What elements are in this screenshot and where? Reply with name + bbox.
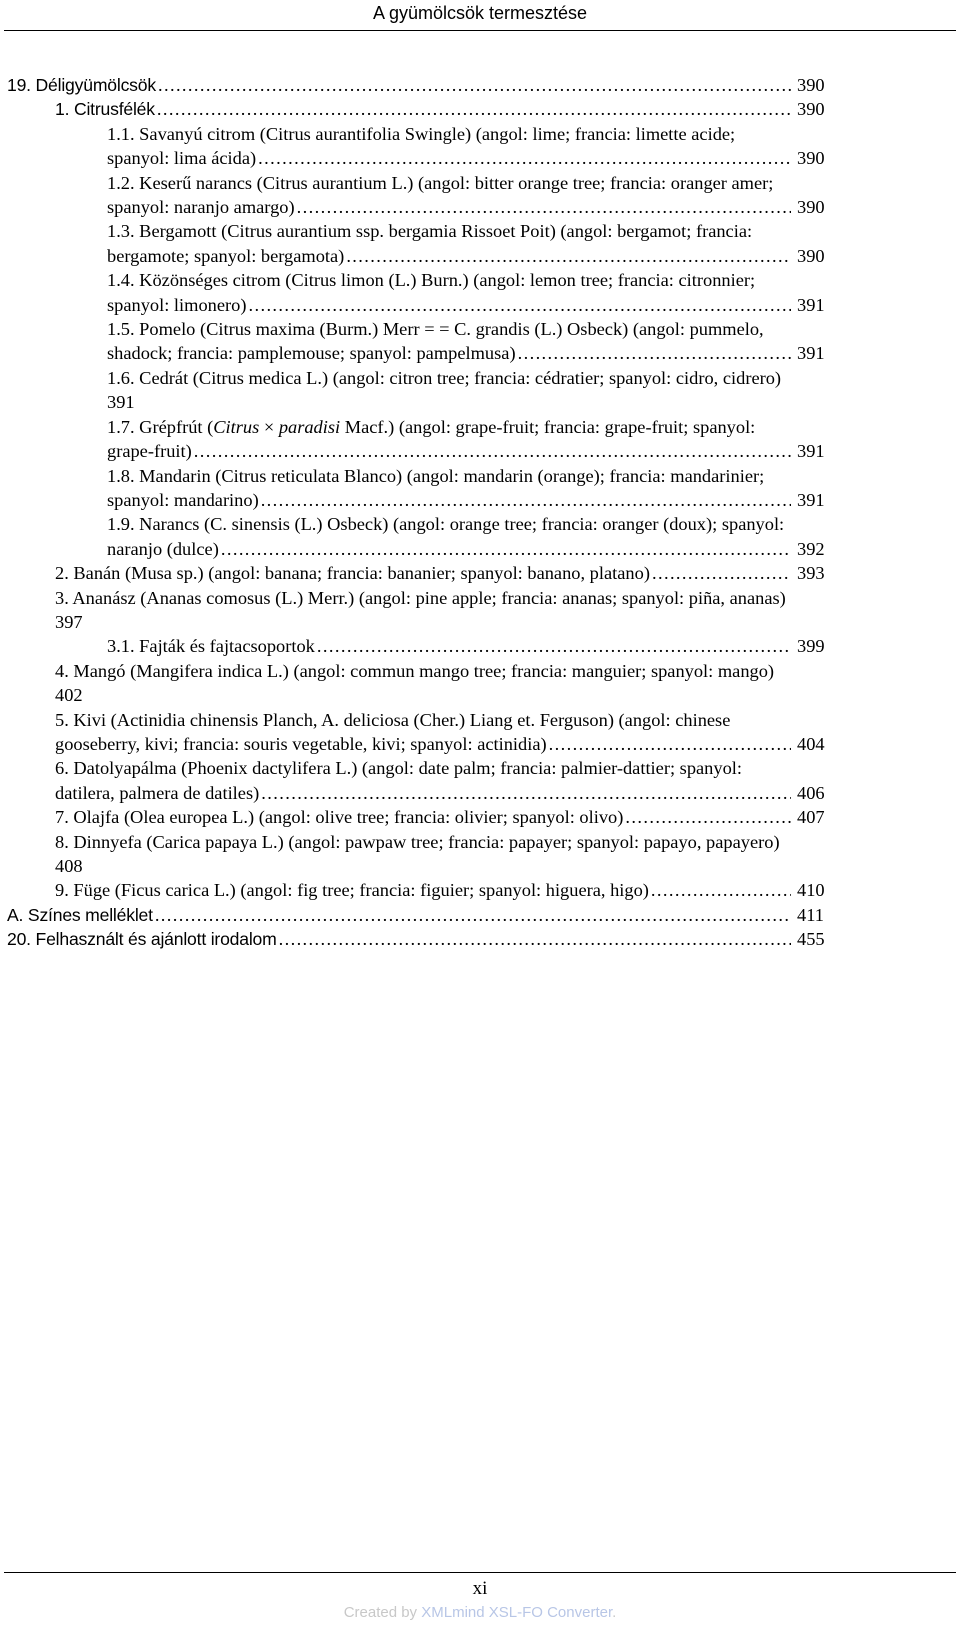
toc-entry-text[interactable]: 5. Kivi (Actinidia chinensis Planch, A. deliciosa (Cher.) Liang et. Ferguson) (angol: chinese	[55, 709, 731, 730]
dot-leader	[346, 244, 791, 268]
toc-entry-1-3[interactable]	[0, 219, 960, 268]
toc-page-number: 410	[797, 880, 825, 901]
converter-prefix: Created by	[343, 1604, 422, 1621]
toc-entry-text[interactable]: 1.3. Bergamott (Citrus aurantium ssp. bergamia Rissoet Poit) (angol: bergamot; francia:	[107, 221, 753, 242]
toc-entry-9[interactable]	[0, 878, 960, 902]
dot-leader	[518, 341, 791, 365]
toc-entry-text-continued[interactable]: grape-fruit)	[107, 441, 192, 462]
toc-entry-appendix-a[interactable]	[0, 903, 960, 927]
footer-rule	[4, 1572, 956, 1573]
toc-entry-text-continued[interactable]: spanyol: mandarino)	[107, 489, 259, 510]
toc-entry-text-continued[interactable]: gooseberry, kivi; francia: souris vegetable, kivi; spanyol: actinidia)	[55, 733, 547, 754]
running-header	[4, 0, 956, 32]
dot-leader	[261, 488, 791, 512]
toc-entry-3-1[interactable]	[0, 634, 960, 658]
dot-leader	[258, 146, 791, 170]
dot-leader	[625, 805, 791, 829]
toc-entry-label[interactable]: 7. Olajfa (Olea europea L.) (angol: olive tree; francia: olivier; spanyol: olivo)	[55, 807, 624, 828]
toc-entry-label[interactable]: A. Színes melléklet	[7, 904, 153, 925]
converter-brand-link[interactable]: XMLmind XSL-FO Converter	[421, 1604, 613, 1621]
toc-entry-text[interactable]: 8. Dinnyefa (Carica papaya L.) (angol: pawpaw tree; francia: papayer; spanyol: papayo, papayero)	[55, 831, 780, 852]
toc-page-number: 393	[797, 563, 825, 584]
toc-entry-chapter-20[interactable]	[0, 927, 960, 951]
toc-entry-text[interactable]: 1.1. Savanyú citrom (Citrus aurantifolia Swingle) (angol: lime; francia: limette acide;	[107, 123, 736, 144]
toc-entry-2[interactable]	[0, 561, 960, 585]
toc-entry-3[interactable]	[0, 586, 960, 635]
toc-page-number: 390	[797, 75, 825, 95]
dot-leader	[221, 537, 791, 561]
toc-entry-text[interactable]: 1.5. Pomelo (Citrus maxima (Burm.) Merr = = C. grandis (L.) Osbeck) (angol: pummelo,	[107, 319, 764, 340]
toc-page-number: 399	[797, 636, 825, 657]
toc-entry-text-continued[interactable]: spanyol: limonero)	[107, 294, 247, 315]
dot-leader	[317, 634, 791, 658]
toc-entry-4[interactable]	[0, 659, 960, 708]
toc-entry-label[interactable]: 2. Banán (Musa sp.) (angol: banana; francia: bananier; spanyol: banano, platano)	[55, 563, 650, 584]
toc-entry-label[interactable]: 1. Citrusfélék	[55, 99, 155, 120]
toc-page-number: 408	[55, 856, 83, 876]
toc-entry-8[interactable]	[0, 830, 960, 879]
dot-leader	[651, 878, 791, 902]
genus-italic: Citrus	[213, 416, 260, 437]
toc-entry-chapter-19[interactable]	[0, 73, 960, 97]
toc-page-number: 406	[797, 782, 825, 803]
toc-entry-text[interactable]	[107, 415, 843, 439]
header-rule	[4, 30, 956, 31]
table-of-contents	[0, 73, 960, 952]
toc-entry-text-part: 1.7. Grépfrút (	[107, 416, 214, 437]
toc-page-number: 407	[797, 807, 825, 828]
dot-leader	[652, 561, 791, 585]
toc-page-number: 397	[55, 611, 83, 632]
dot-leader	[297, 195, 791, 219]
toc-page-number: 390	[797, 99, 825, 120]
toc-entry-text-continued[interactable]: spanyol: lima ácida)	[107, 148, 257, 169]
toc-entry-text-continued[interactable]: naranjo (dulce)	[107, 538, 219, 559]
toc-page-number: 391	[797, 441, 825, 462]
toc-entry-1[interactable]	[0, 97, 960, 121]
toc-entry-label[interactable]: 9. Füge (Ficus carica L.) (angol: fig tree; francia: figuier; spanyol: higuera, higo)	[55, 880, 649, 901]
toc-entry-text-continued[interactable]: spanyol: naranjo amargo)	[107, 197, 295, 218]
toc-entry-1-1[interactable]	[0, 122, 960, 171]
toc-page-number: 392	[797, 538, 825, 559]
converter-watermark	[0, 1603, 960, 1623]
toc-entry-1-2[interactable]	[0, 171, 960, 220]
toc-entry-text-continued[interactable]: bergamote; spanyol: bergamota)	[107, 245, 345, 266]
toc-page-number: 402	[55, 685, 83, 706]
toc-page-number: 391	[797, 489, 825, 510]
toc-entry-1-6[interactable]	[0, 366, 960, 415]
toc-entry-1-9[interactable]	[0, 512, 960, 561]
toc-entry-text[interactable]: 1.8. Mandarin (Citrus reticulata Blanco) (angol: mandarin (orange); francia: mandarinier;	[107, 465, 765, 486]
dot-leader	[248, 293, 791, 317]
toc-page-number: 404	[797, 733, 825, 754]
toc-entry-1-7[interactable]	[0, 415, 960, 464]
toc-entry-text[interactable]: 1.9. Narancs (C. sinensis (L.) Osbeck) (angol: orange tree; francia: oranger (doux); spanyol:	[107, 514, 785, 535]
dot-leader	[261, 781, 791, 805]
toc-entry-text[interactable]: 6. Datolyapálma (Phoenix dactylifera L.) (angol: date palm; francia: palmier-dattier; spanyol:	[55, 758, 742, 779]
toc-entry-text[interactable]: 1.6. Cedrát (Citrus medica L.) (angol: citron tree; francia: cédratier; spanyol: cidro, cidrero)	[107, 367, 782, 388]
toc-page-number: 411	[797, 904, 824, 925]
dot-leader	[194, 439, 791, 463]
toc-entry-text-continued[interactable]: datilera, palmera de datiles)	[55, 782, 260, 803]
toc-page-number: 391	[107, 392, 135, 413]
toc-entry-label[interactable]: 3.1. Fajták és fajtacsoportok	[107, 636, 315, 657]
toc-entry-5[interactable]	[0, 708, 960, 757]
toc-entry-text[interactable]: 4. Mangó (Mangifera indica L.) (angol: commun mango tree; francia: manguier; spanyol: mango)	[55, 660, 775, 681]
toc-entry-7[interactable]	[0, 805, 960, 829]
page-number: xi	[472, 1578, 488, 1599]
toc-entry-1-4[interactable]	[0, 268, 960, 317]
converter-suffix: .	[612, 1604, 617, 1621]
toc-page-number: 391	[797, 294, 825, 315]
dot-leader	[279, 927, 791, 951]
toc-entry-6[interactable]	[0, 756, 960, 805]
toc-page-number: 390	[797, 197, 825, 218]
toc-page-number: 391	[797, 343, 825, 364]
toc-entry-label[interactable]: 20. Felhasznált és ajánlott irodalom	[7, 929, 277, 950]
dot-leader	[158, 73, 791, 97]
hybrid-sign: ×	[259, 416, 279, 437]
toc-entry-label[interactable]: 19. Déligyümölcsök	[7, 75, 156, 95]
toc-page-number: 390	[797, 245, 825, 266]
toc-entry-1-8[interactable]	[0, 464, 960, 513]
header-title: A gyümölcsök termesztése	[372, 3, 588, 23]
toc-entry-text-continued[interactable]: shadock; francia: pamplemouse; spanyol: pampelmusa)	[107, 343, 516, 364]
toc-page-number: 390	[797, 148, 825, 169]
species-italic: paradisi	[278, 416, 341, 437]
toc-entry-text[interactable]: 1.2. Keserű narancs (Citrus aurantium L.) (angol: bitter orange tree; francia: oranger amer;	[107, 172, 774, 193]
toc-entry-text[interactable]: 3. Ananász (Ananas comosus (L.) Merr.) (angol: pine apple; francia: ananas; spanyol: piña, ananas)	[55, 587, 786, 608]
toc-page-number: 455	[797, 929, 825, 950]
dot-leader	[157, 97, 791, 121]
toc-entry-1-5[interactable]	[0, 317, 960, 366]
dot-leader	[155, 903, 791, 927]
toc-entry-text-part: Macf.) (angol: grape-fruit; francia: grape-fruit; spanyol:	[340, 416, 756, 437]
toc-entry-text[interactable]: 1.4. Közönséges citrom (Citrus limon (L.) Burn.) (angol: lemon tree; francia: citronnier;	[107, 270, 756, 291]
dot-leader	[549, 732, 791, 756]
